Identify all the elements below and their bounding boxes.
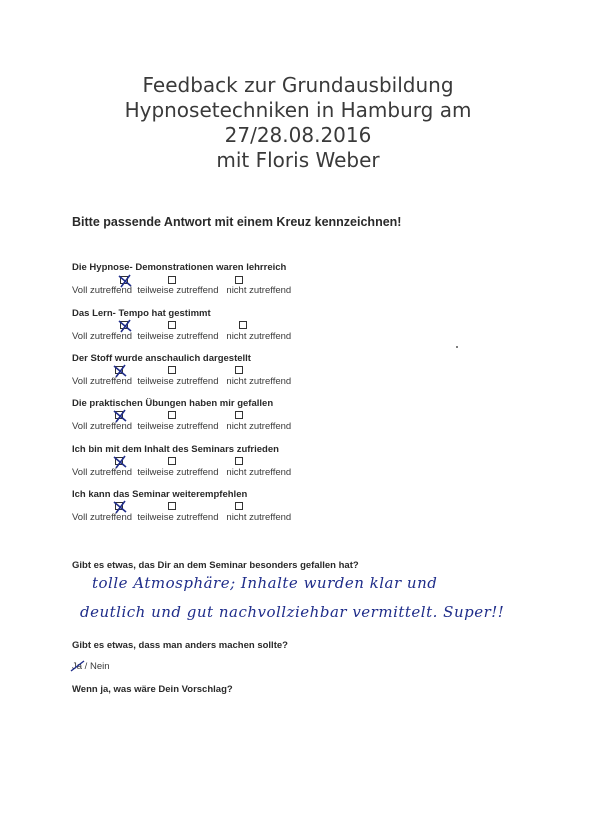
- option-teilweise: teilweise zutreffend: [137, 285, 219, 296]
- checkbox-voll-zutreffend[interactable]: [120, 321, 128, 329]
- option-nicht: nicht zutreffend: [226, 467, 292, 478]
- handwritten-answer-line-1: tolle Atmosphäre; Inhalte wurden klar und: [92, 574, 438, 592]
- ja-nein-choice: [72, 661, 110, 672]
- checkbox-voll-zutreffend[interactable]: [115, 411, 123, 419]
- question-3-options: [72, 376, 291, 387]
- title-line-4: mit Floris Weber: [216, 148, 380, 172]
- checkbox-nicht-zutreffend[interactable]: [235, 276, 243, 284]
- question-3-text: Der Stoff wurde anschaulich dargestellt: [72, 353, 251, 364]
- option-teilweise: teilweise zutreffend: [137, 331, 219, 342]
- option-teilweise: teilweise zutreffend: [137, 376, 219, 387]
- question-4-options: [72, 421, 291, 432]
- question-5-options: [72, 467, 291, 478]
- question-6-options: [72, 512, 291, 523]
- question-1-options: [72, 285, 291, 296]
- checkbox-voll-zutreffend[interactable]: [120, 276, 128, 284]
- checkbox-nicht-zutreffend[interactable]: [235, 457, 243, 465]
- option-nicht: nicht zutreffend: [226, 376, 292, 387]
- checkbox-voll-zutreffend[interactable]: [115, 457, 123, 465]
- question-1-text: Die Hypnose- Demonstrationen waren lehrreich: [72, 262, 287, 273]
- option-voll: Voll zutreffend: [72, 285, 133, 296]
- option-nicht: nicht zutreffend: [226, 331, 292, 342]
- title-line-3: 27/28.08.2016: [224, 123, 372, 147]
- handwritten-answer-line-2: deutlich und gut nachvollziehbar vermittelt. Super!!: [80, 603, 505, 621]
- checkbox-teilweise-zutreffend[interactable]: [168, 457, 176, 465]
- open-question-change: Gibt es etwas, dass man anders machen sollte?: [72, 640, 288, 651]
- title-line-1: Feedback zur Grundausbildung: [142, 73, 454, 97]
- ja-nein-separator: /: [82, 661, 90, 672]
- checkbox-nicht-zutreffend[interactable]: [235, 411, 243, 419]
- open-question-suggestion: Wenn ja, was wäre Dein Vorschlag?: [72, 684, 233, 695]
- option-voll: Voll zutreffend: [72, 331, 133, 342]
- question-5-text: Ich bin mit dem Inhalt des Seminars zufrieden: [72, 444, 279, 455]
- checkbox-voll-zutreffend[interactable]: [115, 502, 123, 510]
- option-voll: Voll zutreffend: [72, 421, 133, 432]
- option-nicht: nicht zutreffend: [226, 421, 292, 432]
- question-4-text: Die praktischen Übungen haben mir gefallen: [72, 398, 274, 409]
- question-2-text: Das Lern- Tempo hat gestimmt: [72, 308, 211, 319]
- checkbox-nicht-zutreffend[interactable]: [239, 321, 247, 329]
- checkbox-nicht-zutreffend[interactable]: [235, 502, 243, 510]
- checkbox-teilweise-zutreffend[interactable]: [168, 321, 176, 329]
- open-question-liked: Gibt es etwas, das Dir an dem Seminar besonders gefallen hat?: [72, 560, 359, 571]
- option-voll: Voll zutreffend: [72, 376, 133, 387]
- checkbox-teilweise-zutreffend[interactable]: [168, 502, 176, 510]
- option-nicht: nicht zutreffend: [226, 285, 292, 296]
- option-voll: Voll zutreffend: [72, 512, 133, 523]
- question-2-options: [72, 331, 291, 342]
- question-6-text: Ich kann das Seminar weiterempfehlen: [72, 489, 248, 500]
- checkbox-teilweise-zutreffend[interactable]: [168, 366, 176, 374]
- instructions: Bitte passende Antwort mit einem Kreuz kennzeichnen!: [72, 215, 402, 229]
- stray-dot: [456, 346, 458, 348]
- option-teilweise: teilweise zutreffend: [137, 421, 219, 432]
- title-line-2: Hypnosetechniken in Hamburg am: [124, 98, 472, 122]
- option-teilweise: teilweise zutreffend: [137, 512, 219, 523]
- option-nicht: nicht zutreffend: [226, 512, 292, 523]
- checkbox-nicht-zutreffend[interactable]: [235, 366, 243, 374]
- strike-mark-icon: [70, 659, 86, 673]
- option-ja[interactable]: Ja: [72, 661, 83, 672]
- option-nein[interactable]: Nein: [89, 661, 110, 672]
- checkbox-voll-zutreffend[interactable]: [115, 366, 123, 374]
- option-voll: Voll zutreffend: [72, 467, 133, 478]
- checkbox-teilweise-zutreffend[interactable]: [168, 411, 176, 419]
- option-teilweise: teilweise zutreffend: [137, 467, 219, 478]
- checkbox-teilweise-zutreffend[interactable]: [168, 276, 176, 284]
